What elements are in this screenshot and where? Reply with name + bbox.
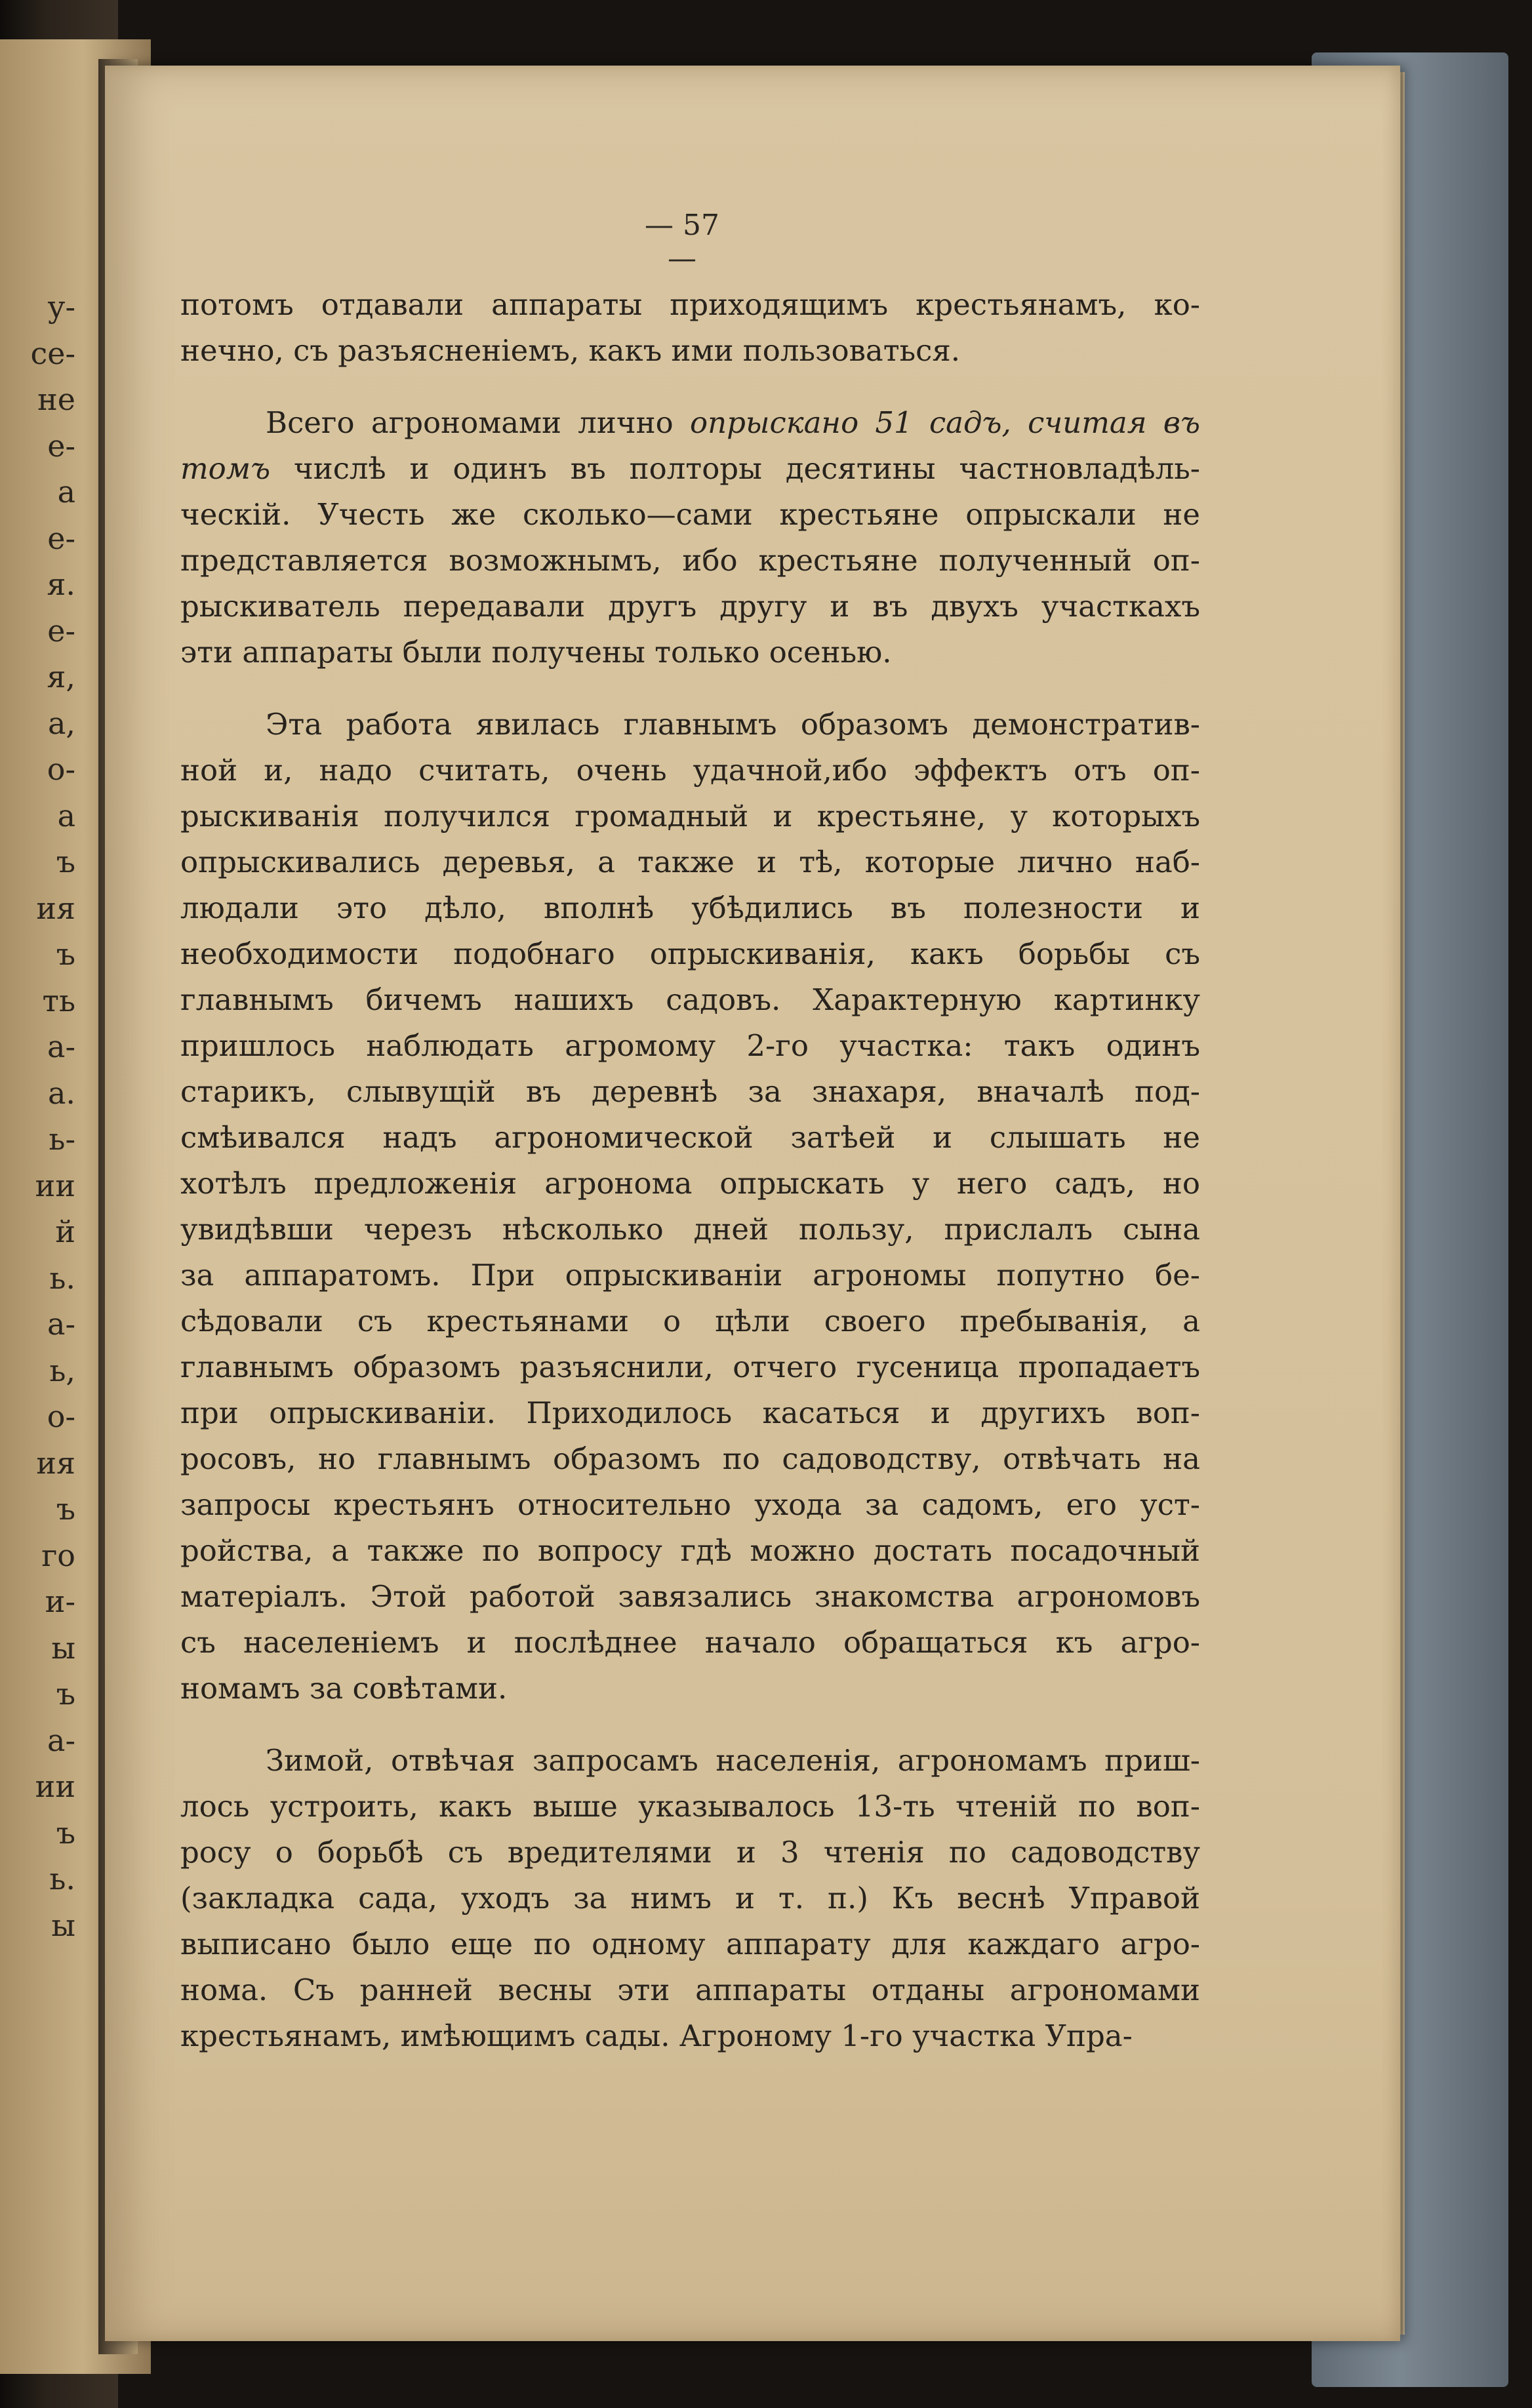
text-line: Зимой, отвѣчая запросамъ населенія, агрономамъ приш-: [266, 1743, 1200, 1778]
left-page-fragment: ы: [51, 1630, 75, 1666]
text-line: крестьянамъ, имѣющимъ сады. Агроному 1-го участка Упра-: [180, 2018, 1133, 2053]
text-line: росу о борьбѣ съ вредителями и 3 чтенія по садоводству: [180, 1835, 1200, 1870]
paragraph: [180, 702, 1200, 1712]
text-line: потомъ отдавали аппараты приходящимъ крестьянамъ, ко-: [180, 287, 1200, 322]
left-page-fragment: ъ: [56, 936, 75, 972]
paragraph-gap: [180, 1712, 1200, 1738]
left-page-fragment: ь.: [49, 1260, 75, 1296]
left-page-fragment: я,: [47, 659, 75, 694]
text-line: нома. Съ ранней весны эти аппараты отданы агрономами: [180, 1973, 1200, 2007]
text-line: лось устроить, какъ выше указывалось 13-ть чтеній по воп-: [180, 1789, 1200, 1824]
left-page-fragment: ь-: [49, 1121, 75, 1157]
italic-phrase: томъ: [180, 451, 271, 486]
text-line: рыскиванія получился громадный и крестьяне, у которыхъ: [180, 799, 1200, 833]
paragraph: [180, 282, 1200, 374]
left-page-fragment: го: [41, 1537, 75, 1573]
left-page-fragment: а.: [47, 1075, 75, 1111]
left-page-fragment: се-: [30, 335, 75, 371]
text-line: главнымъ бичемъ нашихъ садовъ. Характерную картинку: [180, 982, 1200, 1017]
text-line: людали это дѣло, вполнѣ убѣдились въ полезности и: [180, 891, 1200, 925]
text-line: эти аппараты были получены только осенью.: [180, 635, 892, 670]
text-line: номамъ за совѣтами.: [180, 1671, 508, 1706]
text-line: Эта работа явилась главнымъ образомъ демонстратив-: [266, 707, 1200, 742]
paragraph-gap: [180, 374, 1200, 400]
text-line: съ населеніемъ и послѣднее начало обращаться къ агро-: [180, 1625, 1200, 1660]
left-page-fragment: а-: [47, 1306, 75, 1342]
page-number: — 57 —: [645, 209, 719, 275]
left-page-fragment: ия: [36, 1445, 75, 1481]
text-line: смѣивался надъ агрономической затѣей и слышать не: [180, 1120, 1200, 1155]
text-line: запросы крестьянъ относительно ухода за садомъ, его уст-: [180, 1487, 1200, 1522]
left-page-fragment: й: [55, 1214, 75, 1249]
italic-phrase: считая въ: [1028, 405, 1200, 440]
text-line: хотѣлъ предложенія агронома опрыскать у него садъ, но: [180, 1166, 1200, 1201]
left-page-fragment: а-: [47, 1029, 75, 1064]
left-page-fragment: о-: [47, 752, 75, 787]
left-page-fragment: е-: [47, 612, 75, 649]
left-page-fragment: ия: [36, 890, 75, 926]
text-line: росовъ, но главнымъ образомъ по садоводству, отвѣчать на: [180, 1441, 1200, 1476]
left-page-fragment: а,: [47, 705, 75, 741]
left-page-fragment: а-: [47, 1722, 75, 1758]
left-page-fragment: ъ: [56, 1676, 75, 1712]
left-page-fragment: ы: [51, 1907, 75, 1943]
text-line: матеріалъ. Этой работой завязались знакомства агрономовъ: [180, 1579, 1200, 1614]
text-line: представляется возможнымъ, ибо крестьяне полученный оп-: [180, 543, 1200, 578]
text-line: ройства, а также по вопросу гдѣ можно достать посадочный: [180, 1533, 1200, 1568]
paragraph: [180, 400, 1200, 675]
text-line: пришлось наблюдать агромому 2-го участка: такъ одинъ: [180, 1028, 1200, 1063]
left-page-fragment: ть: [42, 982, 75, 1018]
left-page-fragment: е-: [47, 520, 75, 556]
left-page-fragment: ь.: [49, 1861, 75, 1896]
left-page-fragment: а: [57, 474, 75, 510]
text-line: главнымъ образомъ разъяснили, отчего гусеница пропадаетъ: [180, 1350, 1200, 1384]
text-line: ной и, надо считать, очень удачной,ибо эффектъ отъ оп-: [180, 753, 1200, 788]
text-line: при опрыскиваніи. Приходилось касаться и другихъ воп-: [180, 1395, 1200, 1430]
text-line: увидѣвши черезъ нѣсколько дней пользу, прислалъ сына: [180, 1212, 1200, 1247]
left-page-fragment: ии: [35, 1769, 75, 1804]
text-line: сѣдовали съ крестьянами о цѣли своего пребыванія, а: [180, 1304, 1200, 1338]
text-line: опрыскивались деревья, а также и тѣ, которые лично наб-: [180, 845, 1200, 879]
left-page-fragment: и-: [45, 1584, 75, 1619]
text-line: рыскиватель передавали другъ другу и въ двухъ участкахъ: [180, 589, 1200, 624]
body-text: [180, 282, 1200, 2059]
paragraph: [180, 1738, 1200, 2059]
left-page-fragment: о-: [47, 1399, 75, 1434]
text-line: старикъ, слывущій въ деревнѣ за знахаря, вначалѣ под-: [180, 1074, 1200, 1109]
left-page-fragment: ъ: [56, 1491, 75, 1527]
left-page-fragment: е-: [47, 428, 75, 464]
left-page-fragment: я.: [47, 567, 75, 602]
paragraph-gap: [180, 675, 1200, 702]
text-line: ческій. Учесть же сколько—сами крестьяне опрыскали не: [180, 497, 1200, 532]
text-line: за аппаратомъ. При опрыскиваніи агрономы попутно бе-: [180, 1258, 1200, 1293]
italic-phrase: опрыскано 51 садъ,: [690, 405, 1011, 440]
left-page-fragment: ъ: [56, 844, 75, 879]
left-page-fragment: ь,: [49, 1352, 75, 1388]
left-page-fragment: у-: [47, 289, 75, 325]
text-line: необходимости подобнаго опрыскиванія, какъ борьбы съ: [180, 936, 1200, 971]
left-page-fragment: ии: [35, 1167, 75, 1203]
left-page-fragment: а: [57, 797, 75, 833]
left-page-fragment: ъ: [56, 1815, 75, 1851]
text-line: нечно, съ разъясненіемъ, какъ ими пользоваться.: [180, 333, 961, 368]
text-line: томъ числѣ и одинъ въ полторы десятины частновладѣль-: [180, 451, 1200, 486]
text-line: (закладка сада, уходъ за нимъ и т. п.) Къ веснѣ Управой: [180, 1881, 1200, 1916]
text-line: Всего агрономами лично опрыскано 51 садъ, считая въ: [266, 405, 1200, 440]
text-line: выписано было еще по одному аппарату для каждаго агро-: [180, 1927, 1200, 1961]
left-page-fragment: не: [37, 382, 75, 417]
